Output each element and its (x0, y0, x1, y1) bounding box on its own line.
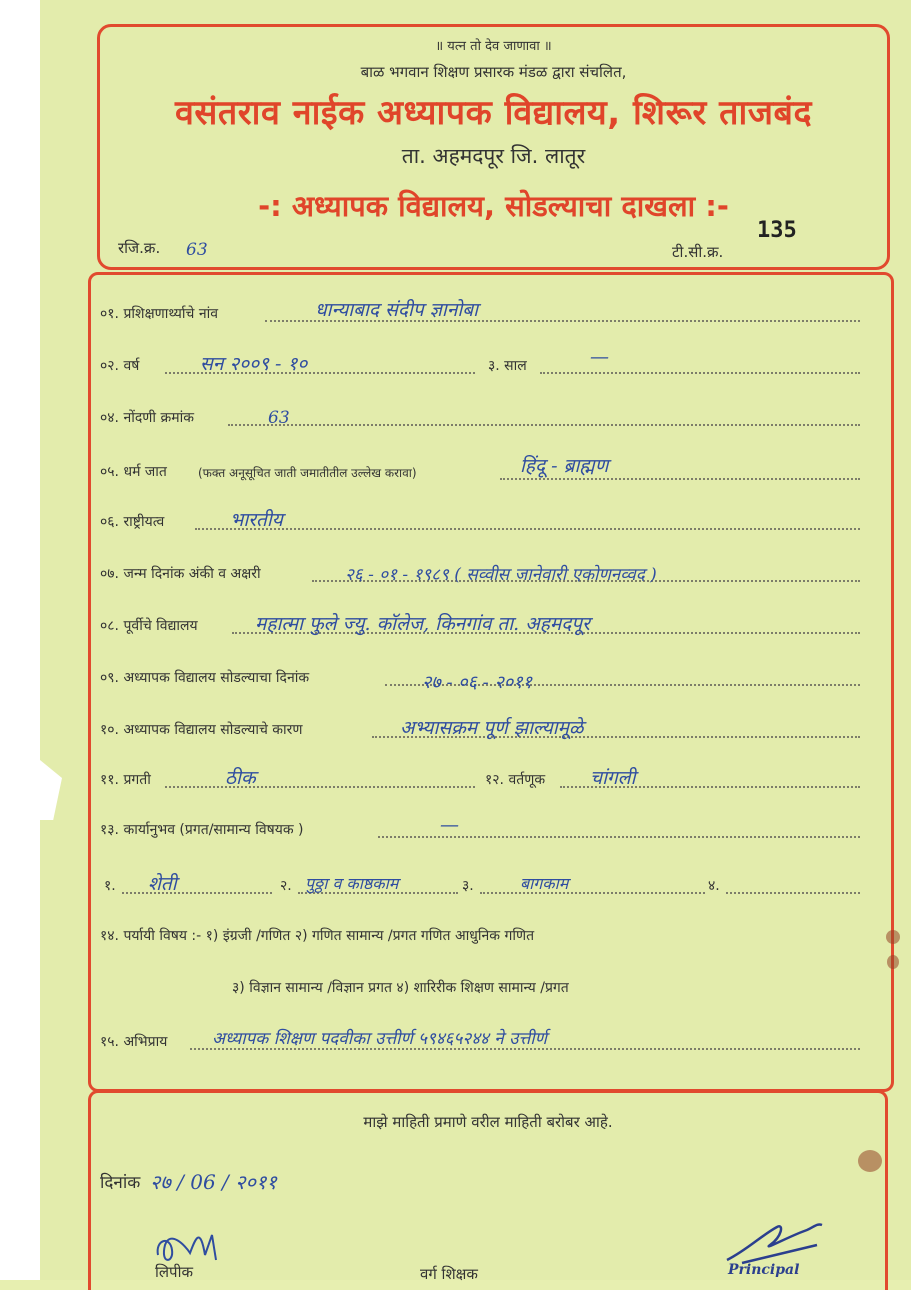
paper-stain (887, 955, 899, 969)
field-08-row (100, 610, 860, 638)
field-13-label: १३. कार्यानुभव (प्रगत/सामान्य विषयक ) (100, 822, 304, 838)
clerk-label: लिपीक (155, 1263, 193, 1281)
field-13-row (100, 814, 860, 842)
motto: ॥ यत्न तो देव जाणावा ॥ (435, 39, 552, 54)
field-11-row (100, 764, 860, 792)
field-02-row (100, 346, 860, 378)
field-01-label: ०१. प्रशिक्षणार्थ्याचे नांव (100, 306, 219, 322)
tc-value: 135 (757, 218, 797, 243)
field-02-value: सन २००९ - १० (200, 353, 308, 375)
field-09-label: ०९. अध्यापक विद्यालय सोडल्याचा दिनांक (100, 670, 310, 686)
item-1-value: शेती (148, 873, 177, 895)
field-13-items-row (100, 870, 860, 898)
society-line: बाळ भगवान शिक्षण प्रसारक मंडळ द्वारा संचलित, (360, 63, 627, 81)
field-13-value: — (440, 814, 459, 836)
field-12-value: चांगली (590, 767, 636, 789)
alt-subjects-line-1: १४. पर्यायी विषय :- १) इंग्रजी /गणित २) गणित सामान्य /प्रगत गणित आधुनिक गणित (100, 928, 535, 944)
reg-label: रजि.क्र. (118, 239, 161, 257)
item-2-number: २. (280, 878, 292, 894)
field-06-label: ०६. राष्ट्रीयत्व (100, 514, 165, 530)
field-07-label: ०७. जन्म दिनांक अंकी व अक्षरी (100, 566, 261, 582)
field-11-value: ठीक (225, 767, 256, 789)
item-1-number: १. (104, 878, 116, 894)
field-09-value: २७ - ०६ - २०११ (422, 672, 532, 693)
field-11-label: ११. प्रगती (100, 772, 151, 788)
declaration-text: माझे माहिती प्रमाणे वरील माहिती बरोबर आहे. (363, 1113, 613, 1131)
field-10-row (100, 714, 860, 742)
field-07-row (100, 558, 860, 586)
field-05-note: (फक्त अनूसूचित जाती जमातीतील उल्लेख करावा) (198, 466, 417, 480)
field-12-label: १२. वर्तणूक (485, 772, 546, 788)
field-02-label: ०२. वर्ष (100, 358, 140, 374)
tc-label: टी.सी.क्र. (672, 243, 724, 261)
item-4-number: ४. (708, 878, 720, 894)
field-15-label: १५. अभिप्राय (100, 1034, 168, 1050)
field-04-row (100, 402, 860, 430)
field-01-value: धान्याबाद संदीप ज्ञानोबा (315, 299, 479, 321)
field-09-row (100, 662, 860, 693)
class-teacher-label: वर्ग शिक्षक (420, 1265, 478, 1283)
principal-label: Principal (728, 1262, 800, 1278)
reg-value: 63 (186, 240, 208, 260)
field-07-value: २६ - ०१ - १९८९ ( सव्वीस जानेवारी एकोणनव्वद ) (345, 565, 657, 585)
field-05-value: हिंदू - ब्राह्मण (520, 455, 609, 477)
field-06-row (100, 506, 860, 534)
college-address: ता. अहमदपूर जि. लातूर (401, 144, 586, 168)
field-06-value: भारतीय (230, 509, 283, 531)
field-04-value: 63 (268, 408, 290, 428)
field-10-value: अभ्यासक्रम पूर्ण झाल्यामूळे (400, 717, 584, 739)
college-name: वसंतराव नाईक अध्यापक विद्यालय, शिरूर ताजबंद (174, 93, 812, 133)
field-15-row (100, 1026, 860, 1054)
paper-stain (886, 930, 900, 944)
date-label: दिनांक (100, 1173, 141, 1193)
field-03-label: ३. साल (488, 358, 527, 374)
alt-subjects-line-2: ३) विज्ञान सामान्य /विज्ञान प्रगत ४) शारिरीक शिक्षण सामान्य /प्रगत (232, 980, 569, 996)
item-2-value: पुठ्ठा व काष्ठकाम (305, 874, 399, 893)
field-10-label: १०. अध्यापक विद्यालय सोडल्याचे कारण (100, 722, 303, 738)
field-01-row (100, 298, 860, 326)
field-08-value: महात्मा फुले ज्यु. कॉलेज, किनगांव ता. अहमदपूर (255, 613, 590, 635)
paper-stain (858, 1150, 882, 1172)
field-05-row (100, 456, 860, 484)
field-15-value: अध्यापक शिक्षण पदवीका उत्तीर्ण ५९४६५२४४ ने उत्तीर्ण (212, 1029, 547, 1049)
field-08-label: ०८. पूर्वीचे विद्यालय (100, 618, 198, 634)
left-margin-strip (0, 0, 40, 1280)
field-05-label: ०५. धर्म जात (100, 464, 167, 480)
date-value: २७ / 06 / २०११ (150, 1170, 277, 1194)
item-3-value: बागकाम (520, 874, 569, 893)
document-title: -: अध्यापक विद्यालय, सोडल्याचा दाखला :- (258, 189, 729, 223)
field-04-label: ०४. नोंदणी क्रमांक (100, 410, 194, 426)
field-03-value: — (590, 346, 609, 368)
item-3-number: ३. (462, 878, 474, 894)
